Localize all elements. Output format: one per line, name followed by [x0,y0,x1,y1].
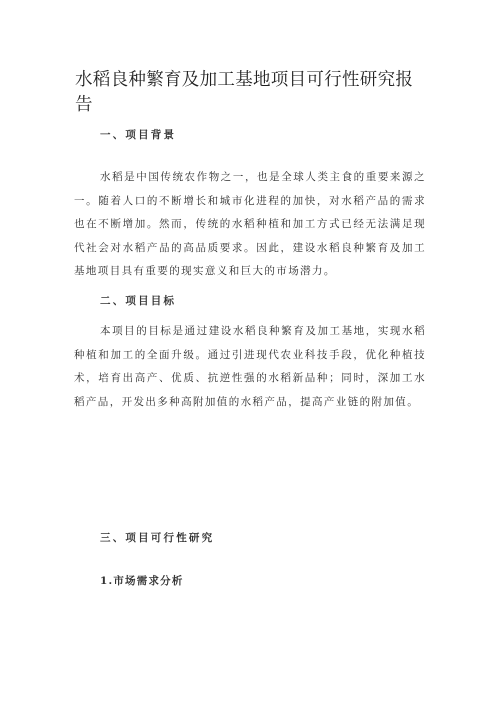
section-heading-background: 一、项目背景 [100,129,177,141]
subsection-heading-market-demand: 1.市场需求分析 [100,575,184,587]
section-heading-feasibility: 三、项目可行性研究 [100,532,215,544]
section-paragraph-background: 水稻是中国传统农作物之一，也是全球人类主食的重要来源之一。随着人口的不断增长和城市化进程的加快，对水稻产品的需求也在不断增加。然而，传统的水稻种植和加工方式已经无法满足现代社会对水稻产品的高品质要求。因此，建设水稻良种繁育及加工基地项目具有重要的现实意义和巨大的市场潜力。 [74,171,426,277]
document-title: 水稻良种繁育及加工基地项目可行性研究报告 [75,70,414,115]
section-paragraph-goals: 本项目的目标是通过建设水稻良种繁育及加工基地，实现水稻种植和加工的全面升级。通过引进现代农业科技手段，优化种植技术，培育出高产、优质、抗逆性强的水稻新品种；同时，深加工水稻产品，开发出多种高附加值的水稻产品，提高产业链的附加值。 [74,325,426,408]
section-heading-goals: 二、项目目标 [100,295,177,307]
